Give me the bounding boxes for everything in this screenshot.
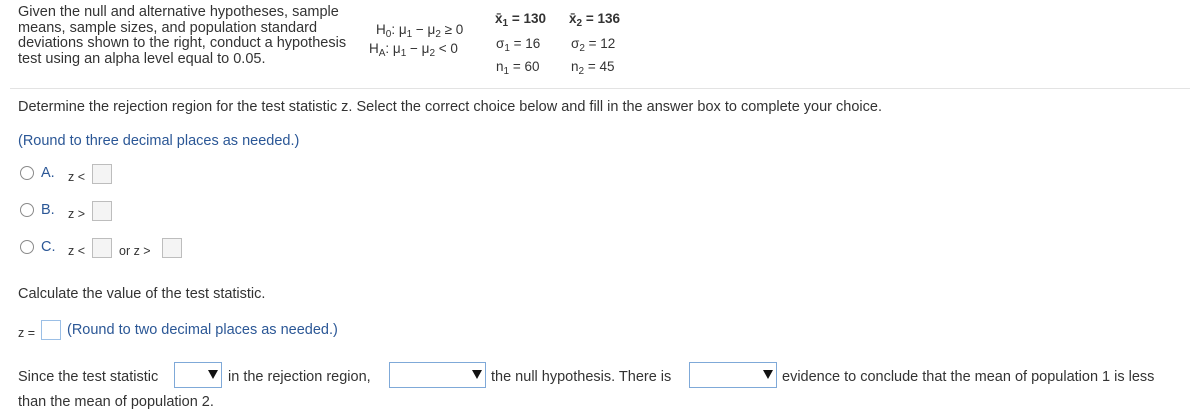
chevron-down-icon — [472, 370, 482, 379]
choice-a-radio[interactable] — [20, 166, 34, 180]
sigma2-sub: 2 — [579, 43, 585, 54]
ha-sub: A — [378, 48, 386, 59]
n1-value — [496, 59, 540, 77]
xbar1-number: = 130 — [508, 11, 546, 26]
h0-label: H — [376, 22, 386, 37]
choice-c-text: z < — [68, 244, 86, 258]
n2-sub: 2 — [578, 66, 585, 77]
sigma1-sub: 1 — [504, 43, 510, 54]
evidence-dropdown[interactable] — [689, 362, 777, 388]
ha-mu: : μ — [385, 41, 401, 56]
conclusion-text-4: evidence to conclude that the mean of population 1 is less — [782, 369, 1155, 385]
choice-c-lower-box[interactable] — [92, 238, 112, 258]
test-statistic-prompt: Calculate the value of the test statistic. — [18, 286, 266, 302]
h0-mu1-sub: 1 — [406, 29, 413, 40]
ha-minus-mu: − μ — [406, 41, 430, 56]
xbar2-number: = 136 — [582, 11, 620, 26]
sigma1-number: = 16 — [509, 36, 541, 51]
h0-mu: : μ — [391, 22, 407, 37]
conclusion-text-1: Since the test statistic — [18, 369, 159, 385]
problem-intro: Given the null and alternative hypotheses, sample means, sample sizes, and population standard deviations shown to the right, conduct a hypothesis test using an alpha level equal to 0.05. — [18, 4, 347, 67]
sigma2-symbol: σ — [571, 36, 580, 51]
conclusion-text-2: in the rejection region, — [228, 369, 371, 385]
xbar1-sub: 1 — [502, 18, 509, 29]
choice-b-answer-box[interactable] — [92, 201, 112, 221]
choice-c-upper-box[interactable] — [162, 238, 182, 258]
h0-sub: 0 — [385, 29, 392, 40]
section-divider — [10, 88, 1190, 89]
h0-mu2-sub: 2 — [435, 29, 441, 40]
reject-dropdown[interactable] — [389, 362, 486, 388]
z-answer-box[interactable] — [41, 320, 61, 340]
h0-relation: ≥ 0 — [440, 22, 464, 37]
choice-a-answer-box[interactable] — [92, 164, 112, 184]
null-hypothesis — [376, 22, 464, 40]
xbar1-symbol: x̄ — [495, 11, 503, 26]
n2-number: = 45 — [584, 59, 615, 74]
choice-c-letter: C. — [41, 239, 56, 255]
choice-a-text: z < — [68, 170, 86, 184]
choice-c-text-or: or z > — [119, 244, 151, 258]
is-isnot-dropdown[interactable] — [174, 362, 222, 388]
n1-number: = 60 — [509, 59, 540, 74]
chevron-down-icon — [208, 370, 218, 379]
ha-relation: < 0 — [435, 41, 458, 56]
n1-sub: 1 — [503, 66, 510, 77]
h0-minus-mu: − μ — [412, 22, 436, 37]
choice-b-text: z > — [68, 207, 86, 221]
alternative-hypothesis — [369, 41, 458, 59]
sigma1-symbol: σ — [496, 36, 505, 51]
sigma2-number: = 12 — [584, 36, 616, 51]
n2-symbol: n — [571, 59, 579, 74]
xbar2-value — [569, 11, 620, 29]
round-three-note: (Round to three decimal places as needed.) — [18, 133, 300, 149]
sigma2-value — [571, 36, 616, 54]
round-two-note: (Round to two decimal places as needed.) — [67, 322, 338, 338]
xbar2-symbol: x̄ — [569, 11, 577, 26]
n1-symbol: n — [496, 59, 504, 74]
ha-mu2-sub: 2 — [429, 48, 435, 59]
sigma1-value — [496, 36, 541, 54]
z-label: z = — [18, 326, 36, 340]
choice-a-letter: A. — [41, 165, 55, 181]
xbar2-sub: 2 — [576, 18, 583, 29]
chevron-down-icon — [763, 370, 773, 379]
conclusion-text-3: the null hypothesis. There is — [491, 369, 672, 385]
conclusion-text-5: than the mean of population 2. — [18, 394, 214, 410]
rejection-region-prompt: Determine the rejection region for the test statistic z. Select the correct choice below and fill in the answer box to complete your choice. — [18, 99, 882, 115]
choice-c-radio[interactable] — [20, 240, 34, 254]
choice-b-radio[interactable] — [20, 203, 34, 217]
choice-b-letter: B. — [41, 202, 55, 218]
n2-value — [571, 59, 615, 77]
ha-mu1-sub: 1 — [400, 48, 407, 59]
xbar1-value — [495, 11, 546, 29]
ha-label: H — [369, 41, 379, 56]
